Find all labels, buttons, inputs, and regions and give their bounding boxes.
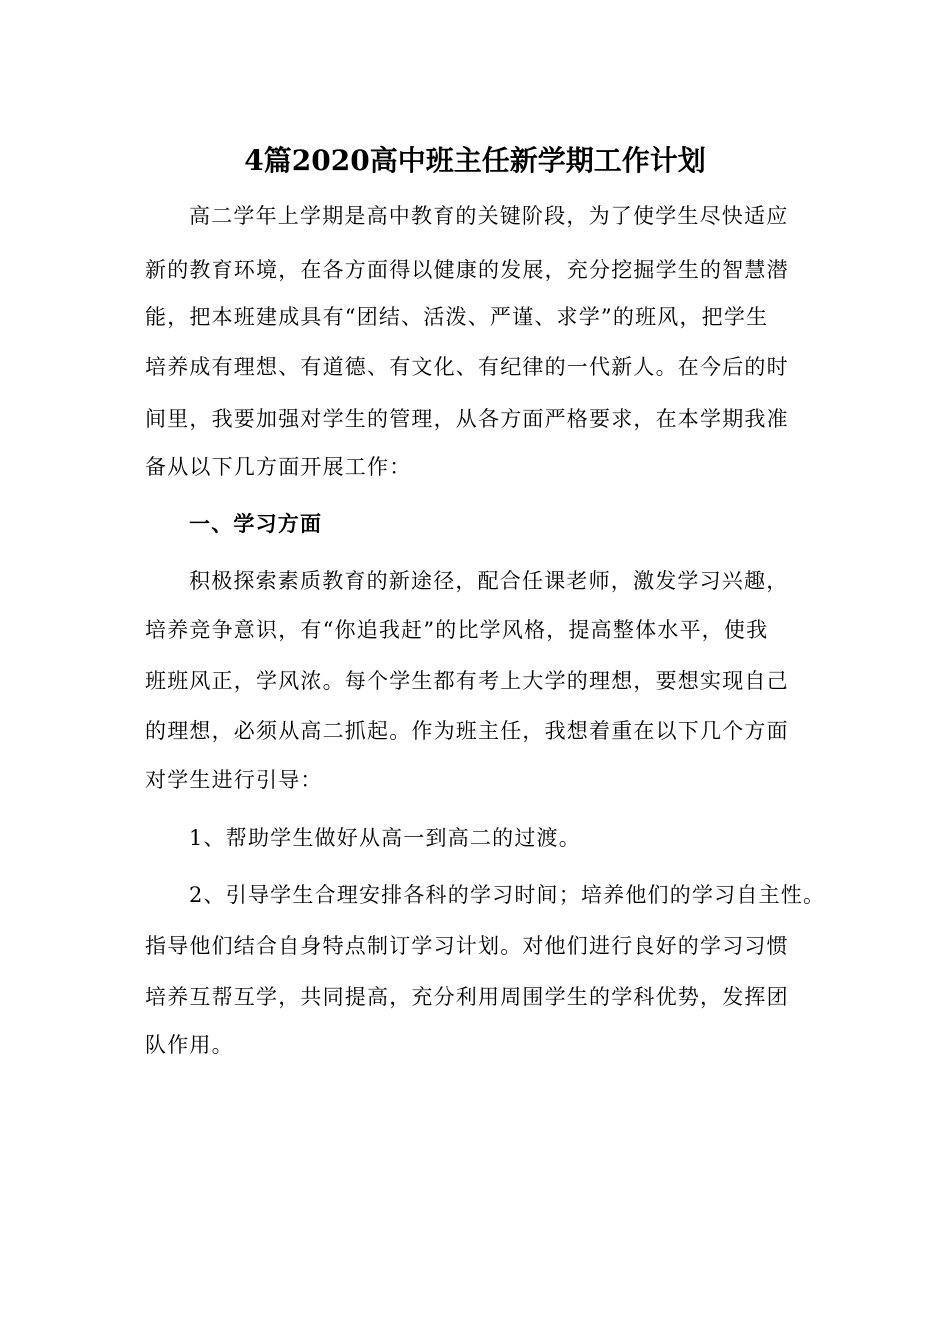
list-item-1: 1、帮助学生做好从高一到高二的过渡。 (189, 826, 581, 850)
list-item-2-line-4: 队作用。 (145, 1033, 234, 1057)
intro-line-2: 新的教育环境，在各方面得以健康的发展，充分挖掘学生的智慧潜 (145, 258, 789, 282)
section1-line-3: 班班风正，学风浓。每个学生都有考上大学的理想，要想实现自己 (145, 669, 789, 693)
list-item-2-line-2: 指导他们结合自身特点制订学习计划。对他们进行良好的学习习惯 (145, 934, 789, 958)
intro-line-6: 备从以下几方面开展工作： (145, 455, 412, 479)
intro-line-3: 能，把本班建成具有“团结、活泼、严谨、求学”的班风，把学生 (145, 305, 769, 329)
list-item-2-line-1: 2、引导学生合理安排各科的学习时间；培养他们的学习自主性。 (189, 883, 826, 907)
section1-line-4: 的理想，必须从高二抓起。作为班主任，我想着重在以下几个方面 (145, 719, 789, 743)
section1-line-5: 对学生进行引导： (145, 768, 323, 792)
section-heading-study: 一、学习方面 (189, 511, 323, 536)
document-title: 4篇2020高中班主任新学期工作计划 (244, 144, 706, 177)
section1-line-2: 培养竞争意识，有“你追我赶”的比学风格，提高整体水平，使我 (145, 618, 769, 642)
intro-line-1: 高二学年上学期是高中教育的关键阶段，为了使学生尽快适应 (189, 204, 789, 228)
list-item-2-line-3: 培养互帮互学，共同提高，充分利用周围学生的学科优势，发挥团 (145, 985, 789, 1009)
intro-line-4: 培养成有理想、有道德、有文化、有纪律的一代新人。在今后的时 (145, 355, 789, 379)
intro-line-5: 间里，我要加强对学生的管理，从各方面严格要求，在本学期我准 (145, 407, 789, 431)
section1-line-1: 积极探索素质教育的新途径，配合任课老师，激发学习兴趣， (189, 569, 789, 593)
